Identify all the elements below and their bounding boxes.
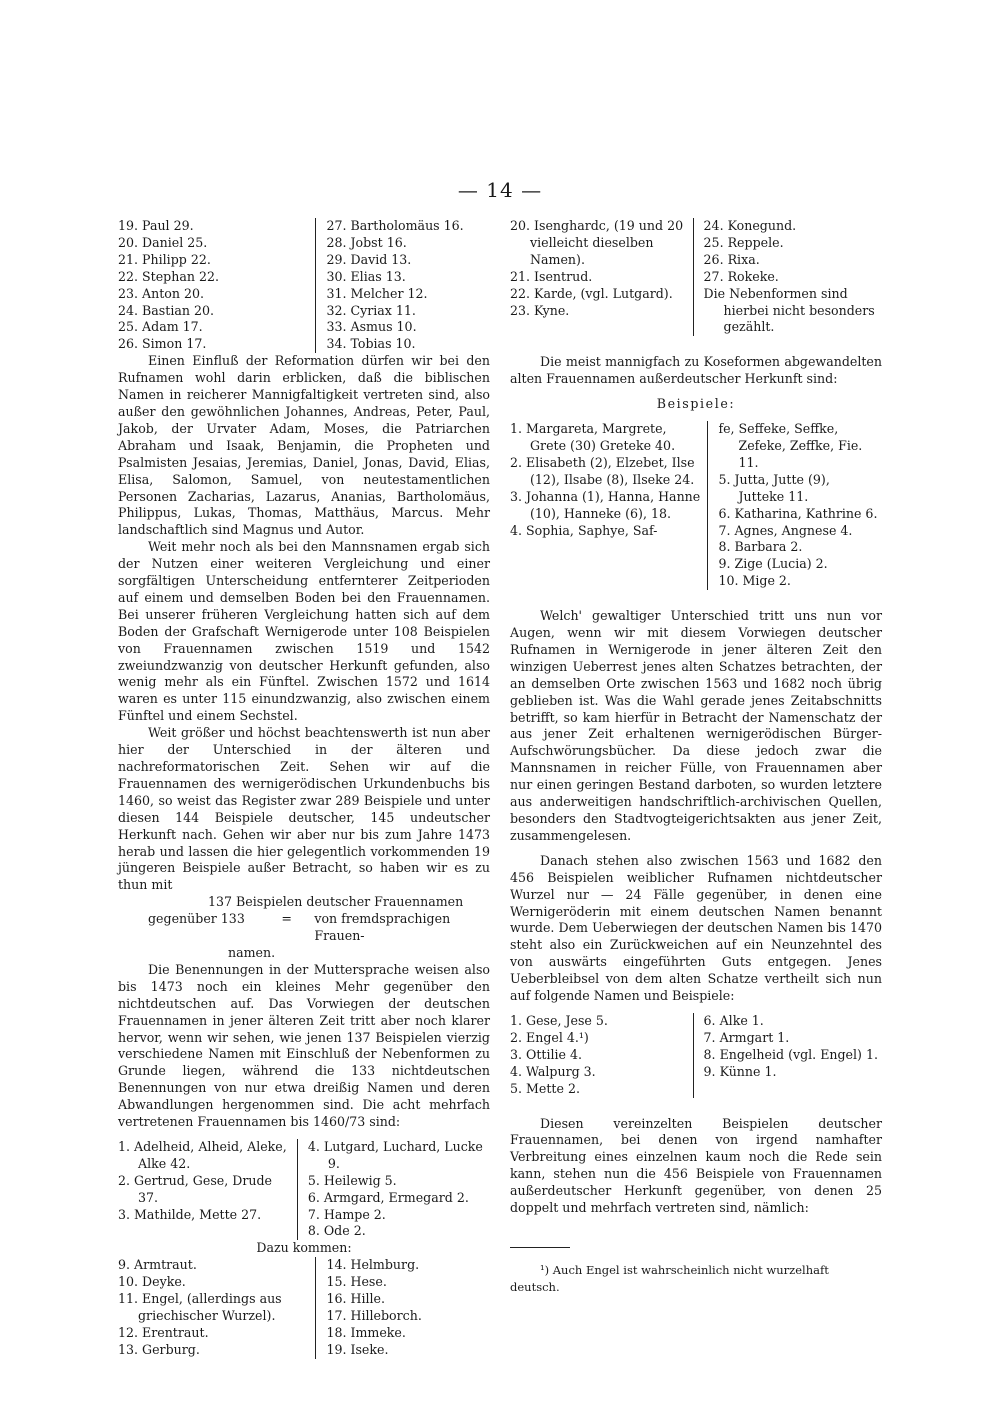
footnote: ¹) Auch Engel ist wahrscheinlich nicht wurzelhaft deutsch. bbox=[510, 1262, 829, 1294]
comparison-line-2: von fremdsprachigen Frauen- bbox=[314, 911, 451, 944]
list-item: 27. Rokeke. bbox=[703, 268, 779, 284]
list-item: 25. Adam 17. bbox=[118, 319, 203, 335]
list-item: 7. Armgart 1. bbox=[703, 1029, 790, 1045]
list-item: 10. Mige 2. bbox=[718, 573, 791, 589]
list-item: 1. Gese, Jese 5. bbox=[510, 1012, 608, 1028]
comparison-block bbox=[118, 894, 490, 962]
list-item: 5. Mette 2. bbox=[510, 1080, 580, 1096]
list-item: 16. Hille. bbox=[326, 1291, 385, 1307]
list-item: 6. Katharina, Kathrine 6. bbox=[718, 505, 878, 521]
list-item: 5. Jutta, Jutte (9), Jutteke 11. bbox=[718, 471, 830, 504]
list-item: 15. Hese. bbox=[326, 1274, 387, 1290]
list-item: 21. Isentrud. bbox=[510, 268, 593, 284]
continued-names-list bbox=[510, 218, 882, 336]
list-item: 26. Rixa. bbox=[703, 251, 760, 267]
list-item: 7. Agnes, Angnese 4. bbox=[718, 522, 853, 538]
paragraph-mother-tongue: Die Benennungen in der Muttersprache weisen also bis 1473 noch ein kleines Mehr gegenüber den nichtdeutschen auf. Das Vorwiegen der deutschen Frauennamen in jener älteren Zeit tritt aber noch klarer hervor, wenn wir sehen, wie jenen 137 Beispielen vierzig verschiedene Namen mit Einschluß der Nebenformen zu Grunde liegen, während die 133 nichtdeutschen Benennungen von nur etwa dreißig Namen und deren Abwandlungen hergenommen sind. Die acht mehrfach vertretenen Frauennamen bis 1460/73 sind: bbox=[118, 961, 490, 1130]
men-names-list-b bbox=[316, 218, 490, 353]
list-item: 31. Melcher 12. bbox=[326, 285, 428, 301]
women-names-list bbox=[118, 1139, 490, 1240]
men-names-list bbox=[118, 218, 490, 353]
list-item: 24. Konegund. bbox=[703, 218, 797, 233]
list-item: 9. Zige (Lucia) 2. bbox=[718, 556, 828, 572]
women-names-list-a bbox=[118, 1139, 297, 1240]
list-item: 8. Ode 2. bbox=[307, 1223, 366, 1239]
list-item: 22. Stephan 22. bbox=[118, 268, 219, 284]
remaining-names-list-a bbox=[510, 1013, 693, 1098]
list-item: 2. Gertrud, Gese, Drude 37. bbox=[118, 1172, 272, 1205]
list-item: 13. Gerburg. bbox=[118, 1341, 200, 1357]
paragraph-vereinzelte-beispiele: Diesen vereinzelten Beispielen deutscher Frauennamen, bei denen von irgend namhafter Verbreitung eines einzelnen kaum noch die Rede sein kann, stehen nun die 456 Beispiele von Frauennamen außerdeutscher Herkunft gegenüber, von denen 25 doppelt und mehrfach vertreten sind, nämlich: bbox=[510, 1115, 882, 1216]
list-item: 23. Kyne. bbox=[510, 302, 570, 318]
list-item: 20. Isenghardc, (19 und 20 vielleicht dieselben Namen). bbox=[510, 218, 684, 267]
list-item: 10. Deyke. bbox=[118, 1274, 186, 1290]
list-item: 22. Karde, (vgl. Lutgard). bbox=[510, 285, 673, 301]
list-item: 3. Mathilde, Mette 27. bbox=[118, 1206, 262, 1222]
additional-names-list bbox=[118, 1257, 490, 1358]
remaining-names-list bbox=[510, 1013, 882, 1098]
list-item: 11. Engel, (allerdings aus griechischer Wurzel). bbox=[118, 1291, 282, 1323]
comparison-ditto: = bbox=[281, 911, 292, 927]
list-item: 9. Armtraut. bbox=[118, 1257, 197, 1273]
list-item: 9. Künne 1. bbox=[703, 1063, 777, 1079]
additional-names-list-b bbox=[316, 1257, 490, 1358]
beispiele-label: Beispiele: bbox=[656, 396, 736, 412]
paragraph-danach: Danach stehen also zwischen 1563 und 1682 den 456 Beispielen weiblicher Rufnamen nichtdeutscher Wurzel nur — 24 Fälle gegenüber, in denen eine Wernigeröderin mit einem deutschen Namen benannt wurde. Dem Ueberwiegen der deutschen Namen bis 1470 steht also ein Zurückweichen auf ein Neunzehntel des von auswärts eingeführten Guts entgegen. Jenes Ueberbleibsel von dem alten Schatze vertheilt sich nun auf folgende Namen und Beispiele: bbox=[510, 852, 882, 1004]
list-item: 23. Anton 20. bbox=[118, 285, 205, 301]
list-item: 25. Reppele. bbox=[703, 234, 784, 250]
list-item: 6. Armgard, Ermegard 2. bbox=[307, 1189, 469, 1205]
list-item: 24. Bastian 20. bbox=[118, 302, 214, 318]
footnote-rule bbox=[510, 1247, 570, 1248]
list-item: 4. Sophia, Saphye, Saf- bbox=[510, 522, 658, 538]
list-item: 18. Immeke. bbox=[326, 1324, 406, 1340]
paragraph-women-names: Weit mehr noch als bei den Mannsnamen ergab sich der Nutzen einer weiteren Vergleichung und einer sorgfältigen Unterscheidung entfernterer Zeitperioden auf einem und demselben Boden bei den Frauennamen. Bei unserer früheren Vergleichung hatten sich auf dem Boden der Grafschaft Wernigerode unter 108 Beispielen von Frauennamen zwischen 1519 und 1542 zweiundzwanzig von deutscher Herkunft gefunden, also wenig mehr als ein Fünftel. Zwischen 1572 und 1614 waren es unter 115 einundzwanzig, also zwischen einem Fünftel und einem Sechstel. bbox=[118, 539, 490, 724]
women-names-list-b bbox=[297, 1139, 490, 1240]
list-item: 2. Engel 4.¹) bbox=[510, 1029, 589, 1045]
list-item: 14. Helmburg. bbox=[326, 1257, 420, 1273]
paragraph-difference: Weit größer und höchst beachtenswerth ist nun aber hier der Unterschied in der älteren und nachreformatorischen Zeit. Sehen wir auf die Frauennamen des wernigerödischen Urkundenbuchs bis 1460, so weist das Register zwar 289 Beispiele und unter diesen 144 Beispiele deutscher, 145 undeutscher Herkunft nach. Gehen wir aber nur bis zum Jahre 1473 herab und lassen die hier gelegentlich vorkommenden 19 jüngeren Beispiele außer Betracht, so haben wir es zu thun mit bbox=[118, 725, 490, 893]
list-item: 21. Philipp 22. bbox=[118, 251, 211, 267]
left-column bbox=[118, 218, 490, 1359]
list-item: 1. Adelheid, Alheid, Aleke, Alke 42. bbox=[118, 1138, 287, 1171]
foreign-names-list-a bbox=[510, 421, 708, 590]
list-item: 8. Engelheid (vgl. Engel) 1. bbox=[703, 1046, 878, 1062]
list-item: 5. Heilewig 5. bbox=[307, 1172, 397, 1188]
list-item: 27. Bartholomäus 16. bbox=[326, 218, 464, 233]
paragraph-reformation: Einen Einfluß der Reformation dürfen wir bei den Rufnamen wohl darin erblicken, daß die biblischen Namen in reicherer Mannigfaltigkeit vertreten sind, also außer den gewöhnlichen Johannes, Andreas, Peter, Paul, Jakob, der Urvater Adam, Moses, die Patriarchen Abraham und Isaak, Benjamin, die Propheten und Psalmisten Jesaias, Jeremias, Daniel, Jonas, David, Elias, Elisa, Salomon, Samuel, von neutestamentlichen Personen Zacharias, Lazarus, Ananias, Bartholomäus, Philippus, Lukas, Thomas, Matthäus, Marcus. Mehr landschaftlich sind Magnus und Autor. bbox=[118, 353, 490, 538]
list-item: 8. Barbara 2. bbox=[718, 539, 803, 555]
paragraph-koseformen: Die meist mannigfach zu Koseformen abgewandelten alten Frauennamen außerdeutscher Herkunft sind: bbox=[510, 354, 882, 387]
list-item: 26. Simon 17. bbox=[118, 336, 207, 352]
comparison-gegenueber: gegenüber 133 bbox=[148, 911, 245, 927]
page-number: — 14 — bbox=[457, 178, 543, 202]
list-item: 1. Margareta, Margrete, Grete (30) Greteke 40. bbox=[510, 421, 676, 453]
list-item: 34. Tobias 10. bbox=[326, 336, 416, 352]
continued-names-list-b bbox=[693, 218, 882, 336]
list-item: 19. Paul 29. bbox=[118, 218, 194, 233]
list-item: 3. Ottilie 4. bbox=[510, 1046, 583, 1062]
comparison-namen: namen. bbox=[228, 944, 276, 960]
additional-names-list-a bbox=[118, 1257, 316, 1358]
foreign-names-list bbox=[510, 421, 882, 590]
continued-names-list-a bbox=[510, 218, 693, 336]
foreign-names-list-b bbox=[708, 421, 882, 590]
list-item: 4. Walpurg 3. bbox=[510, 1063, 596, 1079]
list-item: 32. Cyriax 11. bbox=[326, 302, 416, 318]
list-item: 6. Alke 1. bbox=[703, 1012, 764, 1028]
list-item: 30. Elias 13. bbox=[326, 268, 406, 284]
list-item: 29. David 13. bbox=[326, 251, 412, 267]
list-item: 12. Erentraut. bbox=[118, 1324, 209, 1340]
paragraph-gewaltiger-unterschied: Welch' gewaltiger Unterschied tritt uns nun vor Augen, wenn wir mit diesem Vorwiegen deutscher Rufnamen in Wernigerode in jener älteren Zeit den winzigen Ueberrest jenes alten Schatzes betrachten, der an demselben Orte zwischen 1563 und 1682 noch übrig geblieben ist. Was die Wahl gerade jenes Zeitabschnitts betrifft, so kam hierfür in Betracht der Namenschatz der aus jener Zeit erhaltenen wernigerödischen Bürger-Aufschwörungsbücher. Da diese jedoch zwar die Mannsnamen in reicher Fülle, von Frauennamen aber nur einen geringen Bestand darboten, so wurden letztere aus anderweitigen handschriftlich-archivischen Quellen, besonders den Stadtvogteigerichtsakten aus jener Zeit, zusammengelesen. bbox=[510, 608, 882, 843]
list-item: 19. Iseke. bbox=[326, 1341, 389, 1357]
list-item: 17. Hilleborch. bbox=[326, 1308, 422, 1323]
list-item: 28. Jobst 16. bbox=[326, 234, 407, 250]
list-item: 3. Johanna (1), Hanna, Hanne (10), Hanneke (6), 18. bbox=[510, 488, 701, 521]
remaining-names-list-b bbox=[693, 1013, 882, 1098]
men-names-list-a bbox=[118, 218, 316, 353]
list-item: 33. Asmus 10. bbox=[326, 319, 417, 335]
list-item: 7. Hampe 2. bbox=[307, 1206, 386, 1222]
list-item: 20. Daniel 25. bbox=[118, 234, 208, 250]
list-item: fe, Seffeke, Seffke, Zefeke, Zeffke, Fie. 11. bbox=[718, 421, 863, 470]
right-column bbox=[510, 218, 882, 1296]
list-item: 2. Elisabeth (2), Elzebet, Ilse (12), Ilsabe (8), Ilseke 24. bbox=[510, 454, 695, 487]
dazu-kommen-label: Dazu kommen: bbox=[256, 1240, 352, 1256]
list-item: 4. Lutgard, Luchard, Lucke 9. bbox=[307, 1138, 483, 1171]
comparison-line-1: 137 Beispielen deutscher Frauennamen bbox=[208, 894, 464, 910]
list-item: Die Nebenformen sind hierbei nicht besonders gezählt. bbox=[703, 285, 875, 335]
